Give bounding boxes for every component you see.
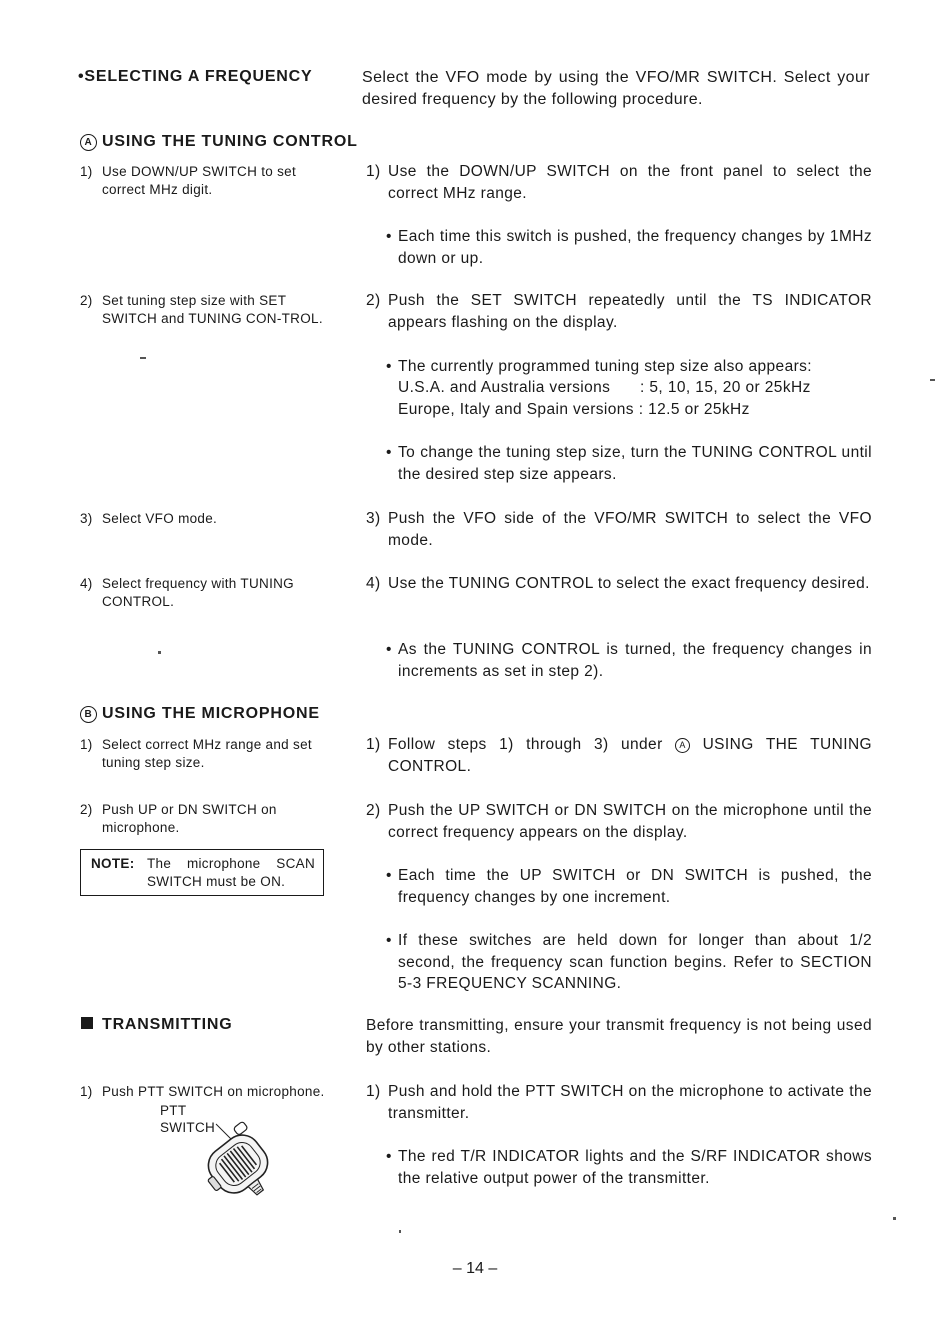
- circled-a-marker: A: [80, 134, 97, 151]
- bullet-item: [386, 930, 872, 995]
- bullet-dot: •: [386, 444, 392, 461]
- bullet-text: As the TUNING CONTROL is turned, the frequency changes in increments as set in step 2).: [398, 641, 872, 680]
- bullet-dot: •: [386, 228, 392, 245]
- circled-b-marker: B: [80, 706, 97, 723]
- scan-speck: [930, 379, 935, 381]
- note-label: NOTE:: [91, 856, 135, 871]
- right-step: [366, 573, 872, 595]
- bullet-text: The currently programmed tuning step size also appears:: [398, 358, 813, 375]
- left-step: [80, 510, 324, 528]
- left-step: [80, 575, 324, 611]
- bullet-text: If these switches are held down for longer than about 1/2 second, the frequency scan function begins. Refer to SECTION 5-3 FREQUENCY SCANNING.: [398, 932, 872, 992]
- bullet-dot: •: [386, 1148, 392, 1165]
- version-row: [398, 377, 872, 399]
- right-step: [366, 1081, 872, 1124]
- step-number: 1): [80, 737, 93, 752]
- selecting-intro: Select the VFO mode by using the VFO/MR SWITCH. Select your desired frequency by the following procedure.: [362, 69, 870, 108]
- right-step: [366, 161, 872, 204]
- step-text: Push PTT SWITCH on microphone.: [102, 1084, 325, 1099]
- bullet-item: [386, 1146, 872, 1189]
- step-text-before: Follow steps 1) through 3) under: [388, 736, 663, 753]
- bullet-dot: •: [386, 867, 392, 884]
- subsection-heading-tuning-control: [80, 133, 358, 151]
- step-number: 3): [366, 510, 381, 527]
- version-value: : 12.5 or 25kHz: [638, 401, 750, 418]
- bullet-item: [386, 356, 872, 378]
- section-title: TRANSMITTING: [102, 1016, 233, 1033]
- transmitting-intro: Before transmitting, ensure your transmit frequency is not being used by other stations.: [366, 1017, 872, 1056]
- note-text: The microphone SCAN SWITCH must be ON.: [147, 856, 315, 889]
- step-number: 4): [80, 576, 93, 591]
- step-text-after: USING THE TUNING CONTROL.: [388, 736, 872, 775]
- step-number: 4): [366, 575, 381, 592]
- version-row: [398, 399, 872, 421]
- left-step: [80, 163, 324, 199]
- bullet-item: [386, 639, 872, 682]
- step-text: Select frequency with TUNING CONTROL.: [102, 576, 294, 609]
- callout-line: SWITCH: [160, 1120, 216, 1135]
- scan-speck: [399, 1230, 401, 1233]
- version-value: : 5, 10, 15, 20 or 25kHz: [640, 379, 811, 396]
- bullet-text: The red T/R INDICATOR lights and the S/RF INDICATOR shows the relative output power of the transmitter.: [398, 1148, 872, 1187]
- step-text: Set tuning step size with SET SWITCH and TUNING CON-TROL.: [102, 293, 323, 326]
- version-label: U.S.A. and Australia versions: [398, 379, 611, 396]
- bullet-text: To change the tuning step size, turn the TUNING CONTROL until the desired step size appears.: [398, 444, 872, 483]
- right-step: [366, 800, 872, 843]
- bullet-text: Each time this switch is pushed, the frequency changes by 1MHz down or up.: [398, 228, 872, 267]
- scan-speck: [158, 651, 161, 654]
- scan-speck: [893, 1217, 896, 1220]
- bullet-dot: •: [386, 358, 392, 375]
- subsection-heading-microphone: [80, 705, 320, 723]
- callout-line: PTT: [160, 1103, 187, 1118]
- step-text: Use the DOWN/UP SWITCH on the front panel to select the correct MHz range.: [388, 163, 872, 202]
- scan-speck: [140, 357, 146, 359]
- left-step: [80, 736, 324, 772]
- step-text: Use DOWN/UP SWITCH to set correct MHz digit.: [102, 164, 297, 197]
- subsection-title: USING THE TUNING CONTROL: [102, 133, 358, 150]
- bullet-dot: •: [386, 932, 392, 949]
- section-heading-transmitting: [81, 1016, 232, 1034]
- bullet-text: Each time the UP SWITCH or DN SWITCH is pushed, the frequency changes by one increment.: [398, 867, 872, 906]
- microphone-illustration: [180, 1118, 290, 1210]
- step-text: Use the TUNING CONTROL to select the exact frequency desired.: [388, 575, 870, 592]
- step-number: 1): [366, 736, 381, 753]
- step-text: Push and hold the PTT SWITCH on the microphone to activate the transmitter.: [388, 1083, 872, 1122]
- step-text: [366, 734, 872, 777]
- step-number: 3): [80, 511, 93, 526]
- page-number: – 14 –: [452, 1260, 498, 1277]
- step-number: 1): [80, 164, 93, 179]
- version-label: Europe, Italy and Spain versions: [398, 401, 634, 418]
- step-text: Select correct MHz range and set tuning step size.: [102, 737, 312, 770]
- bullet-item: [386, 442, 872, 485]
- bullet-item: [386, 226, 872, 269]
- step-number: 2): [80, 802, 93, 817]
- step-text: Push the VFO side of the VFO/MR SWITCH to select the VFO mode.: [388, 510, 872, 549]
- step-number: 1): [366, 163, 381, 180]
- bullet-dot: •: [386, 641, 392, 658]
- left-step: [80, 292, 324, 328]
- microphone-icon: [192, 1121, 284, 1210]
- step-text: Push the UP SWITCH or DN SWITCH on the microphone until the correct frequency appears on the display.: [388, 802, 872, 841]
- right-step: [366, 508, 872, 551]
- step-number: 2): [366, 802, 381, 819]
- square-bullet-icon: [81, 1017, 93, 1029]
- step-text: Select VFO mode.: [102, 511, 218, 526]
- step-number: 1): [80, 1084, 93, 1099]
- circled-a-reference: A: [675, 738, 690, 753]
- left-step: [80, 801, 324, 837]
- subsection-title: USING THE MICROPHONE: [102, 705, 320, 722]
- step-number: 2): [80, 293, 93, 308]
- right-step: [366, 734, 872, 777]
- section-heading-selecting: •SELECTING A FREQUENCY: [78, 68, 313, 85]
- step-number: 2): [366, 292, 381, 309]
- note-box: [80, 849, 324, 896]
- step-text: Push UP or DN SWITCH on microphone.: [102, 802, 277, 835]
- bullet-item: [386, 865, 872, 908]
- left-step: [80, 1083, 340, 1101]
- right-step: [366, 290, 872, 333]
- step-number: 1): [366, 1083, 381, 1100]
- step-text: Push the SET SWITCH repeatedly until the TS INDICATOR appears flashing on the display.: [388, 292, 872, 331]
